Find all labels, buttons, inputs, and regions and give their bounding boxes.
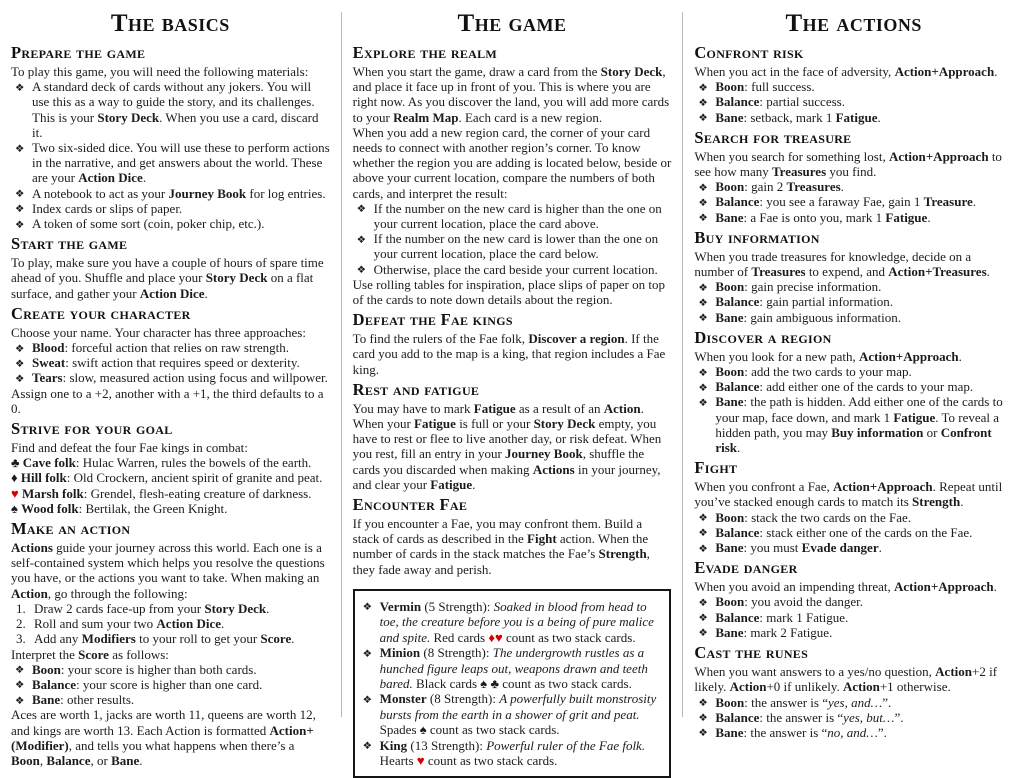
body-list-item-text: Draw 2 cards face-up from your Story Deck. — [34, 600, 270, 616]
bullet-icon: ❖ — [15, 358, 25, 370]
body-list — [694, 279, 1013, 325]
body-list-item — [11, 631, 330, 646]
bullet-icon: ❖ — [15, 343, 25, 355]
bullet-icon: ❖ — [15, 143, 25, 155]
body-list-item — [694, 540, 1013, 555]
body-list-item — [694, 294, 1013, 309]
body-list-item — [11, 140, 330, 186]
body-list-item-text: Bane: gain ambiguous information. — [715, 309, 901, 325]
column-the-basics — [0, 4, 341, 768]
body-list-item — [11, 677, 330, 692]
body-list — [11, 79, 330, 231]
body-list-item-text: Boon: the answer is “yes, and…”. — [715, 694, 892, 710]
bullet-icon: ❖ — [698, 628, 708, 640]
paragraph: When you add a new region card, the corner of your card needs to connect with another region’s corner. To know whether the region you are adding is located below, beside or above your current location, compare the numbers of both cards, and interpret the result: — [352, 124, 672, 201]
body-list-item-text: Balance: you see a faraway Fae, gain 1 Treasure. — [715, 194, 977, 210]
body-list-item — [694, 525, 1013, 540]
body-list-item-text: Balance: stack either one of the cards on the Fae. — [715, 524, 973, 540]
section-heading: Encounter Fae — [352, 495, 468, 515]
body-list — [694, 695, 1013, 741]
fae-list-item-text: Monster (8 Strength): A powerfully built monstrosity bursts from the earth in a shower of grit and peat. Spades ♠ count as two stack cards. — [379, 691, 657, 738]
section-heading: Make an action — [11, 519, 131, 539]
paragraph: You may have to mark Fatigue as a result of an Action. When your Fatigue is full or your Story Deck empty, you have to rest or flee to live another day, or risk defeat. When you rest, fill an entry in your Journey Book, shuffle the cards you discarded when making Actions in your journey, and clear your Fatigue. — [352, 400, 662, 492]
body-list-item — [694, 510, 1013, 525]
body-list — [11, 340, 330, 386]
body-list-item-text: Bane: setback, mark 1 Fatigue. — [715, 109, 881, 125]
body-list-item-text: Boon: your score is higher than both cards. — [32, 661, 257, 677]
section-heading: Defeat the Fae kings — [352, 310, 513, 330]
paragraph: When you search for something lost, Action+Approach to see how many Treasures you find. — [694, 148, 1002, 180]
body-list-item-text: Boon: full success. — [715, 79, 815, 95]
bullet-icon: ❖ — [15, 373, 25, 385]
bullet-icon: ❖ — [15, 695, 25, 707]
bullet-icon: ❖ — [356, 204, 367, 216]
body-list-item-text: A standard deck of cards without any jokers. You will use this as a way to guide the story, and its challenges. This is your Story Deck. When you use a card, discard it. — [32, 79, 319, 140]
body-list-item-text: Balance: the answer is “yes, but…”. — [715, 709, 904, 725]
bullet-icon: ❖ — [698, 513, 708, 525]
fae-strength-box — [353, 589, 672, 778]
bullet-icon: ❖ — [362, 602, 373, 614]
body-list-item — [694, 394, 1013, 455]
body-list-item — [694, 364, 1013, 379]
bullet-icon: ❖ — [356, 234, 367, 246]
body-list-item — [694, 379, 1013, 394]
body-list-item — [694, 279, 1013, 294]
body-list-item — [694, 310, 1013, 325]
red-suit-icon: ♦♥ — [488, 629, 503, 645]
body-list-item-text: Balance: your score is higher than one card. — [32, 676, 263, 692]
body-list — [694, 510, 1013, 556]
body-list-item — [694, 625, 1013, 640]
body-list-item — [694, 79, 1013, 94]
body-list-item — [11, 662, 330, 677]
section-heading: Evade danger — [694, 558, 798, 578]
body-list-item-text: Bane: other results. — [32, 692, 135, 708]
body-list-item — [694, 594, 1013, 609]
body-list-item-text: A token of some sort (coin, poker chip, etc.). — [32, 216, 265, 232]
body-list — [353, 201, 672, 277]
body-list-item-text: Bane: you must Evade danger. — [715, 540, 882, 556]
body-list-item-text: Bane: mark 2 Fatigue. — [715, 624, 833, 640]
section-heading: Start the game — [11, 234, 128, 254]
paragraph: When you look for a new path, Action+Approach. — [694, 348, 962, 364]
bullet-icon: ❖ — [698, 213, 708, 225]
body-list-item-text: Otherwise, place the card beside your current location. — [373, 261, 658, 277]
bullet-icon: ❖ — [362, 648, 373, 660]
body-list-item — [11, 216, 330, 231]
section-heading: Buy information — [694, 227, 820, 247]
body-list — [694, 79, 1013, 125]
red-suit-icon: ♥ — [11, 485, 19, 501]
number-label: 1. — [16, 600, 26, 616]
body-list — [11, 662, 330, 708]
bullet-icon: ❖ — [15, 680, 25, 692]
section-heading: Rest and fatigue — [352, 379, 480, 399]
body-list-item — [694, 610, 1013, 625]
fae-list — [359, 599, 662, 768]
paragraph: When you act in the face of adversity, Action+Approach. — [694, 64, 998, 79]
body-list-item-text: Boon: gain precise information. — [715, 279, 882, 295]
body-list-item — [694, 210, 1013, 225]
body-list-item — [694, 194, 1013, 209]
fae-list-item-text: Vermin (5 Strength): Soaked in blood from head to toe, the creature before you is a being of pure malice and spite. Red cards ♦♥ count as two stack cards. — [379, 598, 654, 645]
paragraph: Actions guide your journey across this world. Each one is a self-contained system which helps you resolve the questions you have, or the actions you want to take. When making an Action, go through the following: — [11, 540, 325, 601]
body-list-item — [11, 186, 330, 201]
fae-list-item — [359, 599, 662, 645]
column-body-basics — [11, 43, 330, 768]
fae-list-item-text: Minion (8 Strength): The undergrowth rustles as a hunched figure leaps out, weapons drawn and teeth bared. Black cards ♠ ♣ count as two stack cards. — [379, 645, 648, 691]
bullet-icon: ❖ — [698, 282, 708, 294]
paragraph: Use rolling tables for inspiration, place slips of paper on top of the cards to note down details about the region. — [352, 276, 665, 308]
column-the-actions — [683, 4, 1024, 740]
body-list-item-text: Bane: the answer is “no, and…”. — [715, 724, 887, 740]
column-the-game — [342, 4, 683, 768]
body-list-item-text: Balance: partial success. — [715, 94, 845, 110]
bullet-icon: ❖ — [362, 741, 373, 753]
section-heading: Discover a region — [694, 327, 832, 347]
body-list-item-text: Bane: a Fae is onto you, mark 1 Fatigue. — [715, 209, 931, 225]
body-list-item-text: If the number on the new card is higher than the one on your current location, place the card above. — [373, 200, 662, 232]
paragraph: Choose your name. Your character has three approaches: — [11, 324, 306, 340]
fae-list-item-text: King (13 Strength): Powerful ruler of the Fae folk. Hearts ♥ count as two stack cards. — [379, 737, 646, 768]
paragraph: When you avoid an impending threat, Action+Approach. — [694, 579, 997, 595]
body-list-item — [11, 340, 330, 355]
column-title-basics: The basics — [110, 10, 230, 37]
bullet-icon: ❖ — [362, 694, 373, 706]
bullet-icon: ❖ — [698, 397, 708, 409]
body-list-item — [11, 201, 330, 216]
body-list-item-text: Two six-sided dice. You will use these to perform actions in the narrative, and get answers about the world. These are your Action Dice. — [32, 140, 330, 186]
paragraph: ♥ Marsh folk: Grendel, flesh-eating creature of darkness. — [11, 485, 312, 501]
bullet-icon: ❖ — [698, 313, 708, 325]
bullet-icon: ❖ — [15, 219, 25, 231]
column-body-actions — [694, 43, 1013, 740]
body-list-item — [694, 725, 1013, 740]
section-heading: Prepare the game — [11, 43, 146, 62]
bullet-icon: ❖ — [698, 297, 708, 309]
body-list-item-text: Balance: add either one of the cards to your map. — [715, 379, 974, 395]
number-label: 3. — [16, 631, 26, 647]
section-heading: Explore the realm — [352, 43, 498, 62]
paragraph: Assign one to a +2, another with a +1, the third defaults to a 0. — [11, 385, 324, 416]
column-title-game: The game — [457, 10, 567, 37]
body-list-item-text: Sweat: swift action that requires speed or dexterity. — [32, 355, 300, 371]
bullet-icon: ❖ — [698, 613, 708, 625]
body-list-item-text: Tears: slow, measured action using focus and willpower. — [32, 370, 328, 386]
paragraph: To find the rulers of the Fae folk, Discover a region. If the card you add to the map is a king, that region includes a Fae king. — [352, 331, 666, 377]
body-list-item — [11, 79, 330, 140]
body-list — [694, 364, 1013, 455]
body-list-item — [353, 231, 672, 261]
body-list-item-text: A notebook to act as your Journey Book for log entries. — [32, 185, 326, 201]
paragraph: ♠ Wood folk: Bertilak, the Green Knight. — [11, 500, 228, 516]
bullet-icon: ❖ — [698, 597, 708, 609]
body-list-item-text: If the number on the new card is lower than the one on your current location, place the card below. — [373, 231, 659, 262]
body-list-item — [694, 695, 1013, 710]
body-list-item-text: Boon: gain 2 Treasures. — [715, 179, 844, 195]
bullet-icon: ❖ — [15, 82, 25, 94]
body-list-item — [11, 616, 330, 631]
paragraph: Find and defeat the four Fae kings in combat: — [11, 440, 248, 456]
section-heading: Strive for your goal — [11, 419, 173, 439]
paragraph: To play, make sure you have a couple of hours of spare time ahead of you. Shuffle and place your Story Deck on a flat surface, and gather your Action Dice. — [11, 255, 324, 301]
body-list-item — [11, 692, 330, 707]
body-list-item — [11, 601, 330, 616]
body-list-item-text: Boon: stack the two cards on the Fae. — [715, 509, 912, 525]
number-label: 2. — [16, 616, 26, 632]
section-heading: Fight — [694, 458, 738, 478]
paragraph: When you trade treasures for knowledge, decide on a number of Treasures to expend, and Action+Treasures. — [694, 248, 990, 280]
bullet-icon: ❖ — [698, 713, 708, 725]
fae-list-item — [359, 738, 662, 769]
body-list-item-text: Boon: add the two cards to your map. — [715, 364, 912, 380]
body-list-item — [11, 355, 330, 370]
body-list-item — [694, 110, 1013, 125]
bullet-icon: ❖ — [15, 204, 25, 216]
body-list-item-text: Boon: you avoid the danger. — [715, 594, 864, 610]
paragraph: ♦ Hill folk: Old Crockern, ancient spirit of granite and peat. — [11, 470, 323, 486]
body-list-item — [11, 370, 330, 385]
bullet-icon: ❖ — [698, 528, 708, 540]
section-heading: Cast the runes — [694, 643, 809, 663]
body-list — [694, 594, 1013, 640]
body-list-item — [694, 94, 1013, 109]
body-list-item — [694, 179, 1013, 194]
fae-list-item — [359, 691, 662, 737]
body-list-item — [694, 710, 1013, 725]
section-heading: Create your character — [11, 303, 191, 323]
bullet-icon: ❖ — [698, 543, 708, 555]
paragraph: ♣ Cave folk: Hulac Warren, rules the bowels of the earth. — [11, 455, 312, 471]
bullet-icon: ❖ — [698, 82, 708, 94]
bullet-icon: ❖ — [698, 197, 708, 209]
section-heading: Search for treasure — [694, 127, 852, 147]
bullet-icon: ❖ — [698, 698, 708, 709]
body-list-item — [353, 262, 672, 277]
bullet-icon: ❖ — [698, 367, 708, 379]
column-title-actions: The actions — [785, 10, 922, 37]
paragraph: When you want answers to a yes/no question, Action+2 if likely. Action+0 if unlikely. Action+1 otherwise. — [694, 664, 998, 695]
body-list-item-text: Add any Modifiers to your roll to get your Score. — [34, 631, 295, 647]
body-list-item-text: Roll and sum your two Action Dice. — [34, 616, 225, 632]
body-list-item-text: Balance: gain partial information. — [715, 294, 893, 310]
body-list-item-text: Index cards or slips of paper. — [32, 200, 183, 216]
bullet-icon: ❖ — [698, 728, 708, 740]
paragraph: Interpret the Score as follows: — [11, 646, 169, 662]
bullet-icon: ❖ — [698, 182, 708, 194]
red-suit-icon: ♥ — [416, 752, 425, 768]
paragraph: When you confront a Fae, Action+Approach. Repeat until you’ve stacked enough cards to match its Strength. — [694, 479, 1003, 510]
bullet-icon: ❖ — [356, 265, 367, 277]
body-list — [11, 601, 330, 647]
paragraph: To play this game, you will need the following materials: — [11, 64, 309, 79]
body-list — [694, 179, 1013, 225]
bullet-icon: ❖ — [15, 665, 25, 677]
fae-list-item — [359, 645, 662, 691]
column-body-game — [353, 43, 672, 778]
body-list-item-text: Blood: forceful action that relies on raw strength. — [32, 340, 290, 356]
body-list-item — [353, 201, 672, 231]
bullet-icon: ❖ — [698, 97, 708, 109]
body-list-item-text: Bane: the path is hidden. Add either one of the cards to your map, face down, and mark 1 Fatigue. To reveal a hidden path, you may Buy information or Confront risk. — [715, 394, 1003, 456]
section-heading: Confront risk — [694, 43, 804, 62]
paragraph: Aces are worth 1, jacks are worth 11, queens are worth 12, and kings are worth 13. Each Action is formatted Action+(Modifier), and tells you what happens when there’s a Boon, Balance, or Bane. — [11, 707, 316, 768]
body-list-item-text: Balance: mark 1 Fatigue. — [715, 609, 849, 625]
paragraph: If you encounter a Fae, you may confront them. Build a stack of cards as described in the Fight action. When the number of cards in the stack matches the Fae’s Strength, they fade away and perish. — [352, 516, 650, 577]
bullet-icon: ❖ — [698, 113, 708, 125]
bullet-icon: ❖ — [698, 382, 708, 394]
bullet-icon: ❖ — [15, 189, 25, 201]
paragraph: When you start the game, draw a card from the Story Deck, and place it face up in front of you. This is where you are right now. As you discover the land, you will add more cards to your Realm Map. Each card is a new region. — [352, 64, 670, 125]
